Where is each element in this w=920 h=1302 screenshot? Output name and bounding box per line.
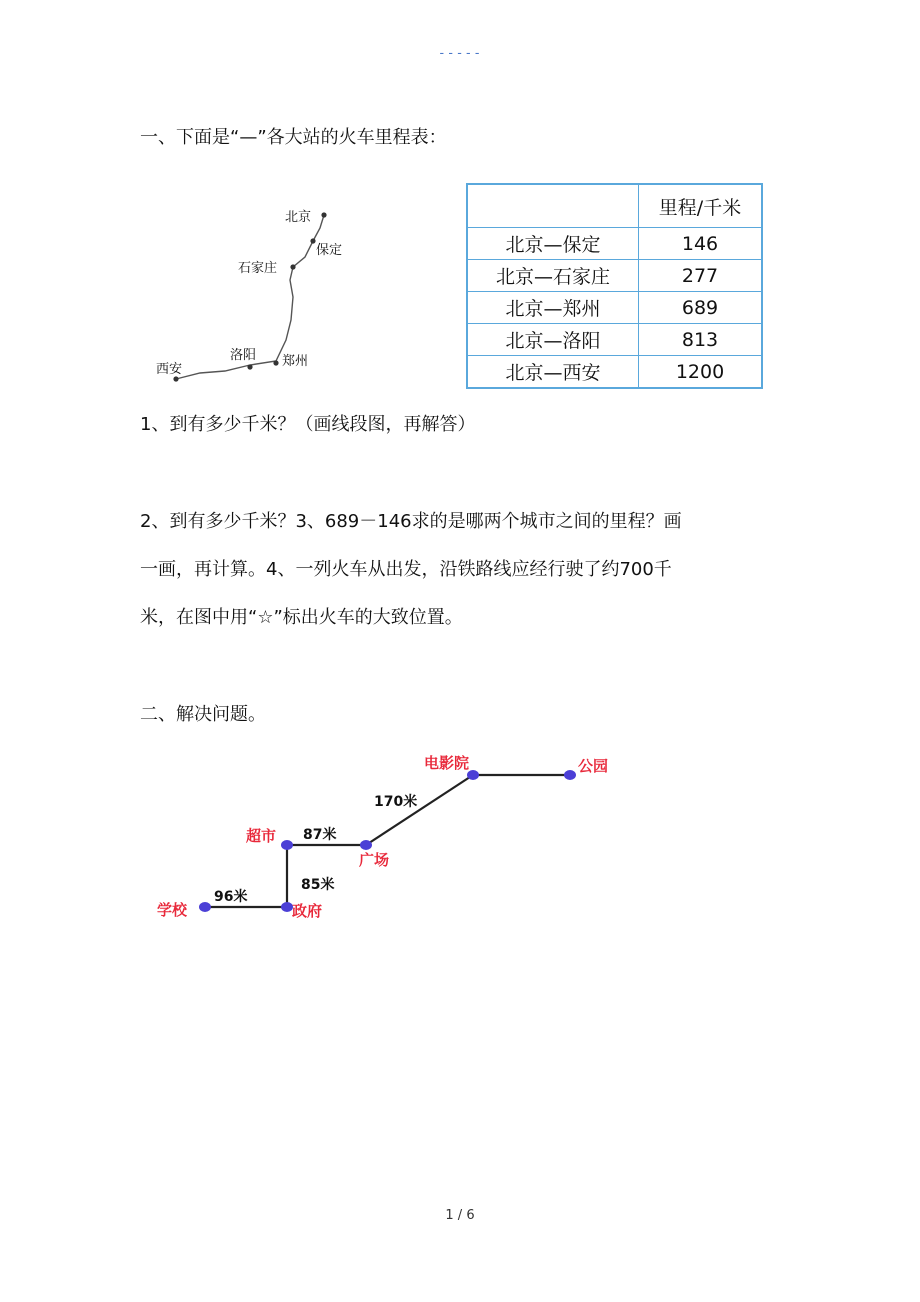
table-header-row bbox=[467, 184, 762, 228]
place-label-supermarket: 超市 bbox=[246, 827, 277, 845]
table-cell-km: 1200 bbox=[639, 356, 763, 389]
table-cell-km: 813 bbox=[639, 324, 763, 356]
node-square bbox=[360, 840, 372, 850]
station-dot-beijing bbox=[321, 212, 326, 217]
table-cell-route: 北京—保定 bbox=[467, 228, 639, 260]
questions-2-4-line-3: 米，在图中用“☆”标出火车的大致位置。 bbox=[140, 607, 463, 628]
station-label-baoding: 保定 bbox=[316, 243, 343, 258]
distance-label-85: 85米 bbox=[301, 877, 335, 893]
table-cell-route: 北京—洛阳 bbox=[467, 324, 639, 356]
place-label-cinema: 电影院 bbox=[424, 754, 470, 772]
railway-map bbox=[150, 195, 350, 390]
mileage-table bbox=[466, 183, 763, 389]
distance-label-87: 87米 bbox=[303, 827, 337, 843]
station-label-shijiazhuang: 石家庄 bbox=[238, 261, 278, 276]
place-label-government: 政府 bbox=[292, 902, 323, 920]
questions-2-4-line-1: 2、到有多少千米？3、689－146求的是哪两个城市之间的里程？画 bbox=[140, 511, 682, 532]
station-dot-luoyang bbox=[247, 364, 252, 369]
station-dot-xian bbox=[173, 376, 178, 381]
table-cell-km: 689 bbox=[639, 292, 763, 324]
station-label-xian: 西安 bbox=[156, 362, 183, 377]
place-label-park: 公园 bbox=[578, 757, 609, 775]
section1-title: 一、下面是“—”各大站的火车里程表： bbox=[140, 127, 447, 148]
distance-label-170: 170米 bbox=[374, 794, 418, 810]
table-row bbox=[467, 356, 762, 389]
route-diagram bbox=[0, 740, 700, 940]
header-mark: ----- bbox=[437, 46, 483, 61]
section2-title: 二、解决问题。 bbox=[140, 704, 266, 725]
station-label-beijing: 北京 bbox=[285, 210, 312, 225]
station-dot-baoding bbox=[310, 238, 315, 243]
station-label-zhengzhou: 郑州 bbox=[282, 354, 309, 369]
station-label-luoyang: 洛阳 bbox=[230, 348, 257, 363]
table-cell-km: 277 bbox=[639, 260, 763, 292]
table-cell-route: 北京—石家庄 bbox=[467, 260, 639, 292]
place-label-square: 广场 bbox=[359, 851, 390, 869]
table-cell-km: 146 bbox=[639, 228, 763, 260]
distance-label-96: 96米 bbox=[214, 889, 248, 905]
table-header-mileage: 里程/千米 bbox=[639, 184, 763, 228]
table-row bbox=[467, 292, 762, 324]
node-school bbox=[199, 902, 211, 912]
station-dot-zhengzhou bbox=[273, 360, 278, 365]
node-park bbox=[564, 770, 576, 780]
place-label-school: 学校 bbox=[157, 901, 188, 919]
questions-2-4-line-2: 一画，再计算。4、一列火车从出发，沿铁路线应经行驶了约700千 bbox=[140, 559, 672, 580]
table-row bbox=[467, 260, 762, 292]
table-cell-route: 北京—西安 bbox=[467, 356, 639, 389]
page-number: 1 / 6 bbox=[445, 1208, 475, 1223]
edge-square-cinema bbox=[366, 775, 473, 845]
table-row bbox=[467, 324, 762, 356]
question-1: 1、到有多少千米？（画线段图，再解答） bbox=[140, 414, 476, 435]
table-header-blank bbox=[467, 184, 639, 228]
table-cell-route: 北京—郑州 bbox=[467, 292, 639, 324]
node-supermarket bbox=[281, 840, 293, 850]
table-row bbox=[467, 228, 762, 260]
station-dot-shijiazhuang bbox=[290, 264, 295, 269]
